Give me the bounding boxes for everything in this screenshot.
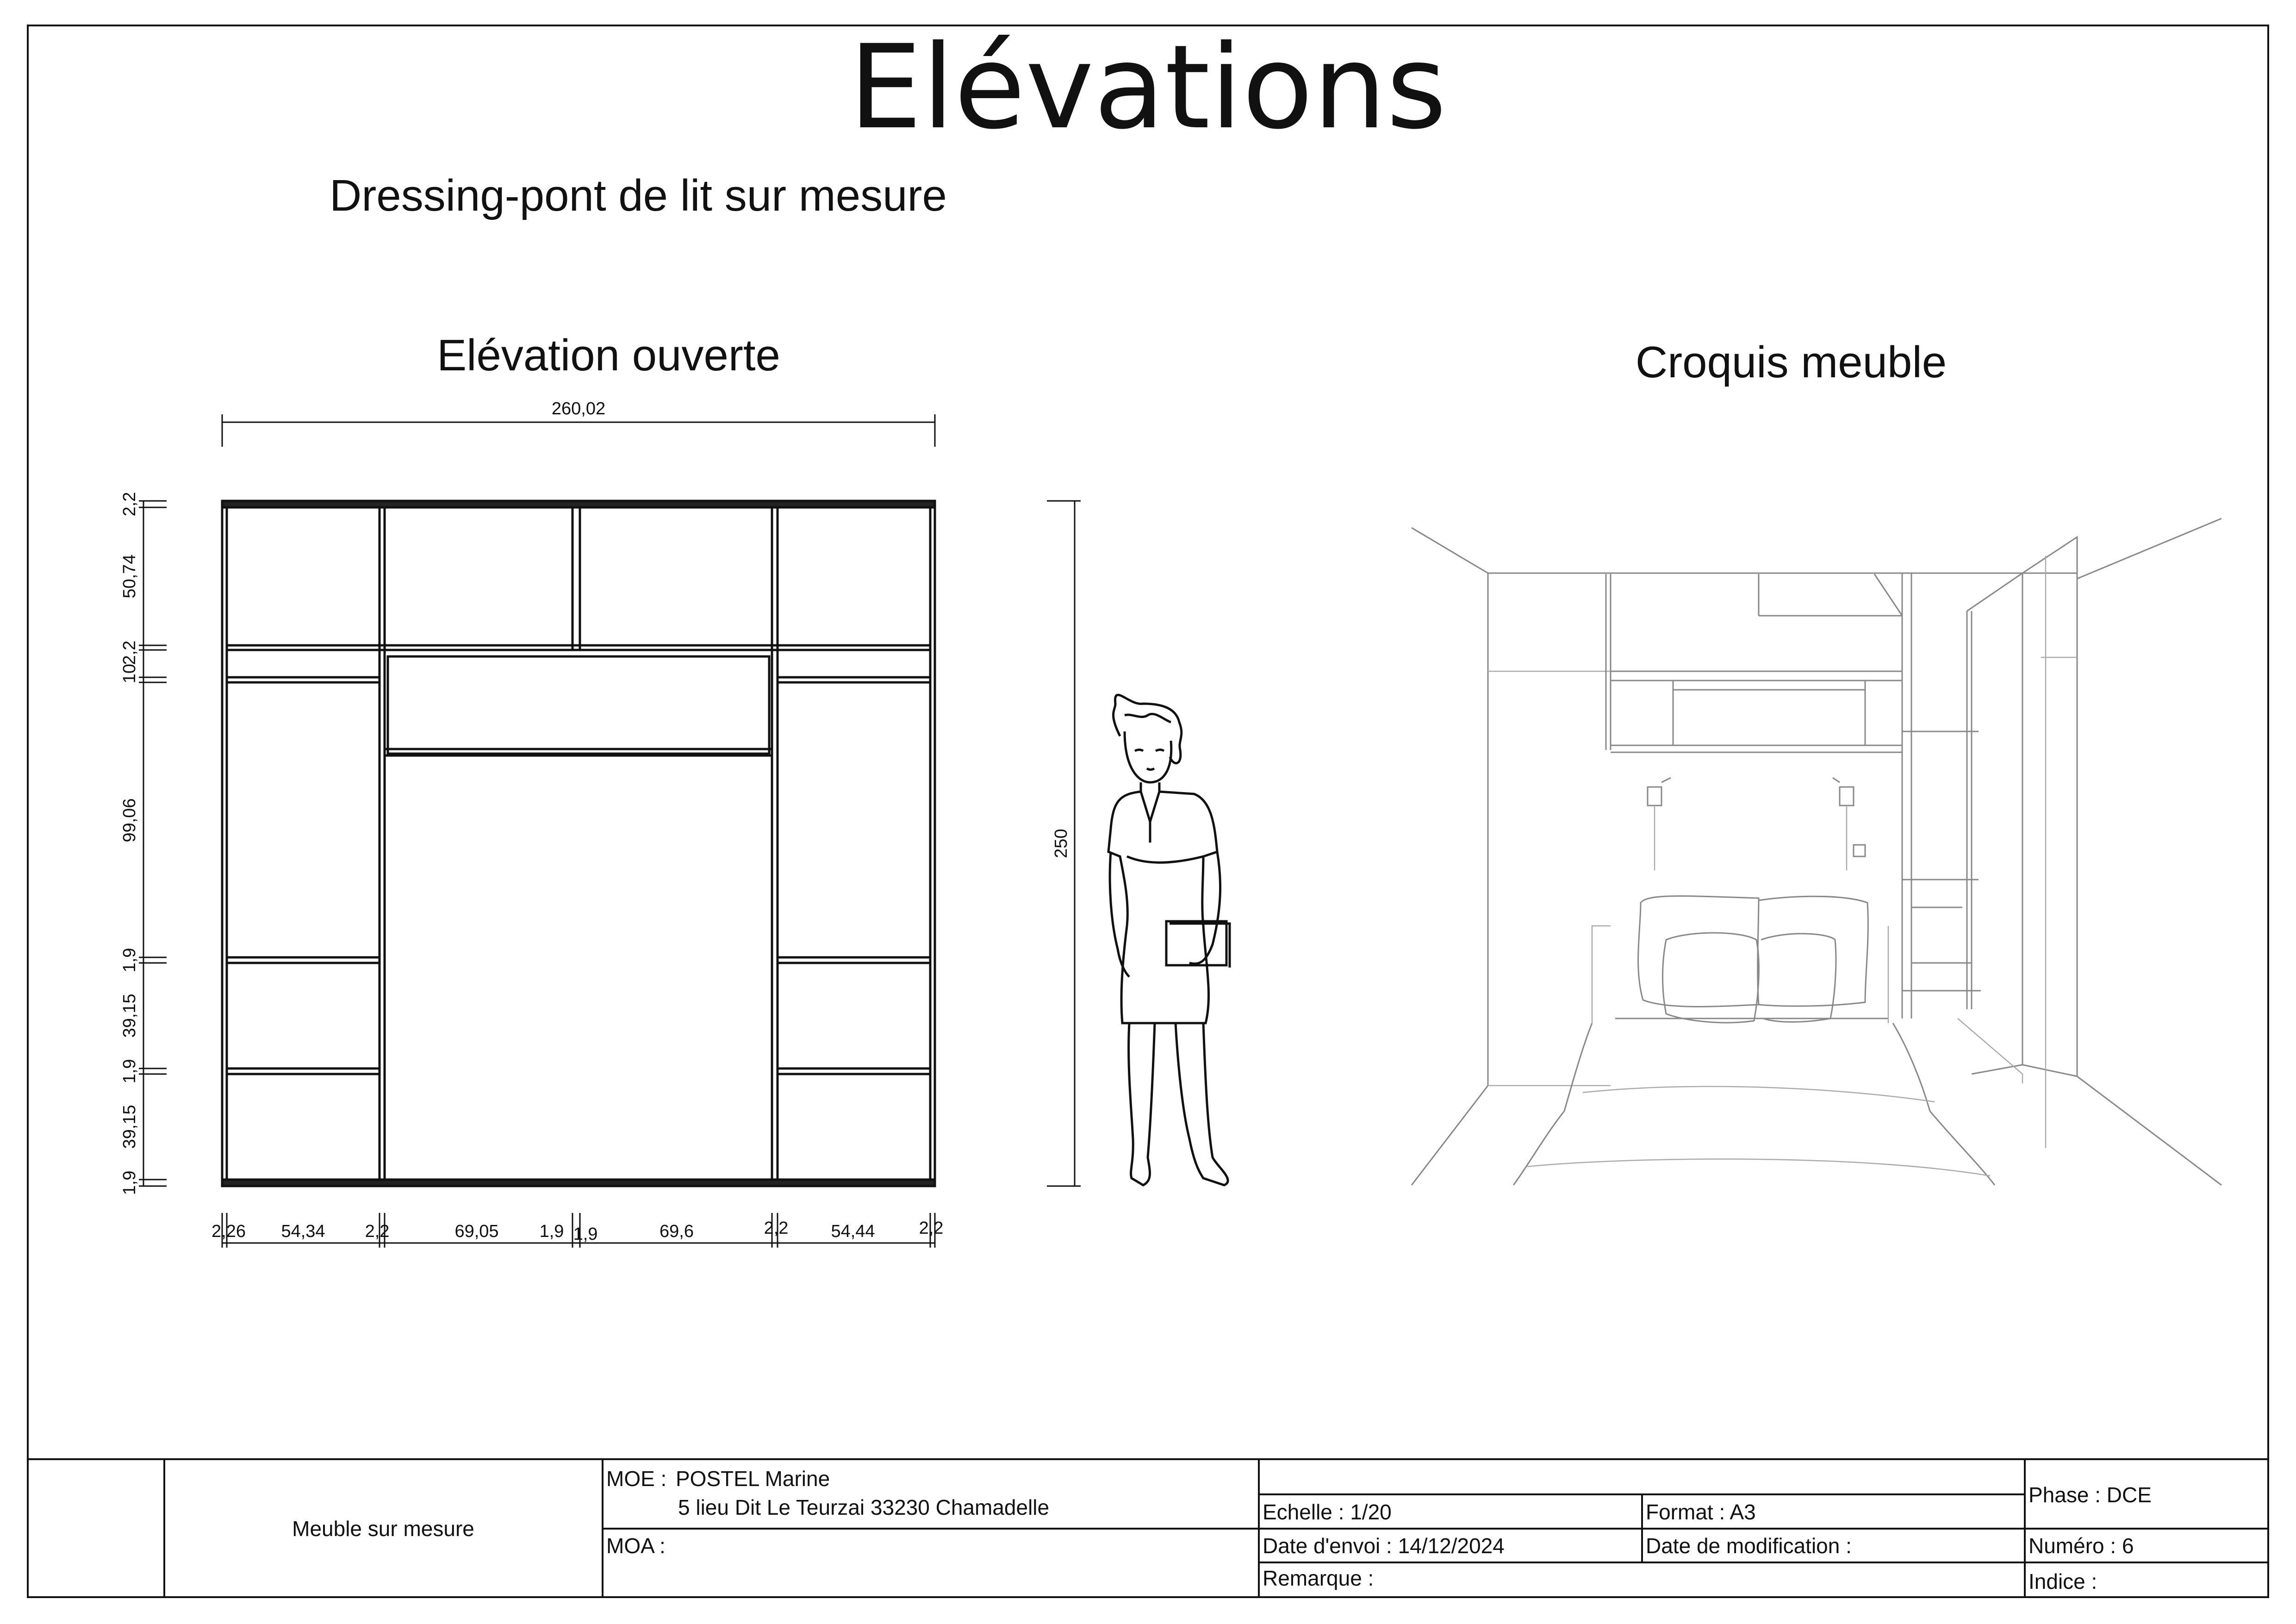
date-sent: Date d'envoi : 14/12/2024 <box>1263 1534 1505 1558</box>
project-name: Meuble sur mesure <box>292 1517 474 1541</box>
overall-width-label: 260,02 <box>551 399 606 418</box>
vdim-label: 10 <box>120 663 139 684</box>
hdim-label: 2,2 <box>764 1218 789 1238</box>
vdim-label: 2,2 <box>120 492 139 517</box>
hdim-label: 2,2 <box>919 1218 944 1238</box>
horizontal-dimension-labels <box>212 1218 943 1244</box>
page-title: Elévations <box>849 20 1447 155</box>
elevation-title: Elévation ouverte <box>437 331 780 380</box>
hdim-label: 54,34 <box>281 1222 325 1241</box>
moa-label: MOA : <box>606 1534 666 1558</box>
index: Indice : <box>2028 1569 2097 1593</box>
remark: Remarque : <box>1263 1566 1374 1590</box>
hdim-label: 69,6 <box>660 1222 694 1241</box>
hdim-label: 1,9 <box>539 1222 564 1241</box>
room-sketch <box>1412 518 2221 1185</box>
figure-height-label: 250 <box>1052 829 1071 858</box>
vdim-label: 1,9 <box>120 1059 139 1084</box>
date-modified: Date de modification : <box>1646 1534 1852 1558</box>
vdim-label: 99,06 <box>120 798 139 843</box>
sketch-title: Croquis meuble <box>1635 337 1947 387</box>
format: Format : A3 <box>1646 1500 1756 1524</box>
vdim-label: 50,74 <box>120 554 139 599</box>
moe-name: POSTEL Marine <box>676 1467 830 1491</box>
bottom-panel <box>222 1180 935 1186</box>
number: Numéro : 6 <box>2028 1534 2134 1558</box>
moe-label: MOE : <box>606 1467 667 1491</box>
hdim-label: 54,44 <box>831 1222 875 1241</box>
vdim-label: 1,9 <box>120 948 139 973</box>
hdim-label: 2,26 <box>212 1222 246 1241</box>
vdim-label: 1,9 <box>120 1170 139 1195</box>
human-figure <box>1108 695 1230 1185</box>
hdim-label: 69,05 <box>454 1222 499 1241</box>
page-subtitle: Dressing-pont de lit sur mesure <box>330 171 947 220</box>
elevation-drawing <box>222 501 935 1186</box>
hdim-label: 1,9 <box>573 1224 598 1244</box>
vdim-label: 39,15 <box>120 1105 139 1149</box>
moe-address: 5 lieu Dit Le Teurzai 33230 Chamadelle <box>678 1495 1050 1519</box>
scale: Echelle : 1/20 <box>1263 1500 1392 1524</box>
top-panel <box>222 501 935 507</box>
vertical-dimension-chain <box>139 501 167 1186</box>
hdim-label: 2,2 <box>365 1222 390 1241</box>
phase: Phase : DCE <box>2028 1483 2152 1507</box>
title-block-text <box>292 1467 2152 1593</box>
vertical-dimension-labels <box>120 492 139 1195</box>
overall-width-dimension <box>222 414 935 447</box>
vdim-label: 39,15 <box>120 993 139 1038</box>
vdim-label: 2,2 <box>120 640 139 665</box>
